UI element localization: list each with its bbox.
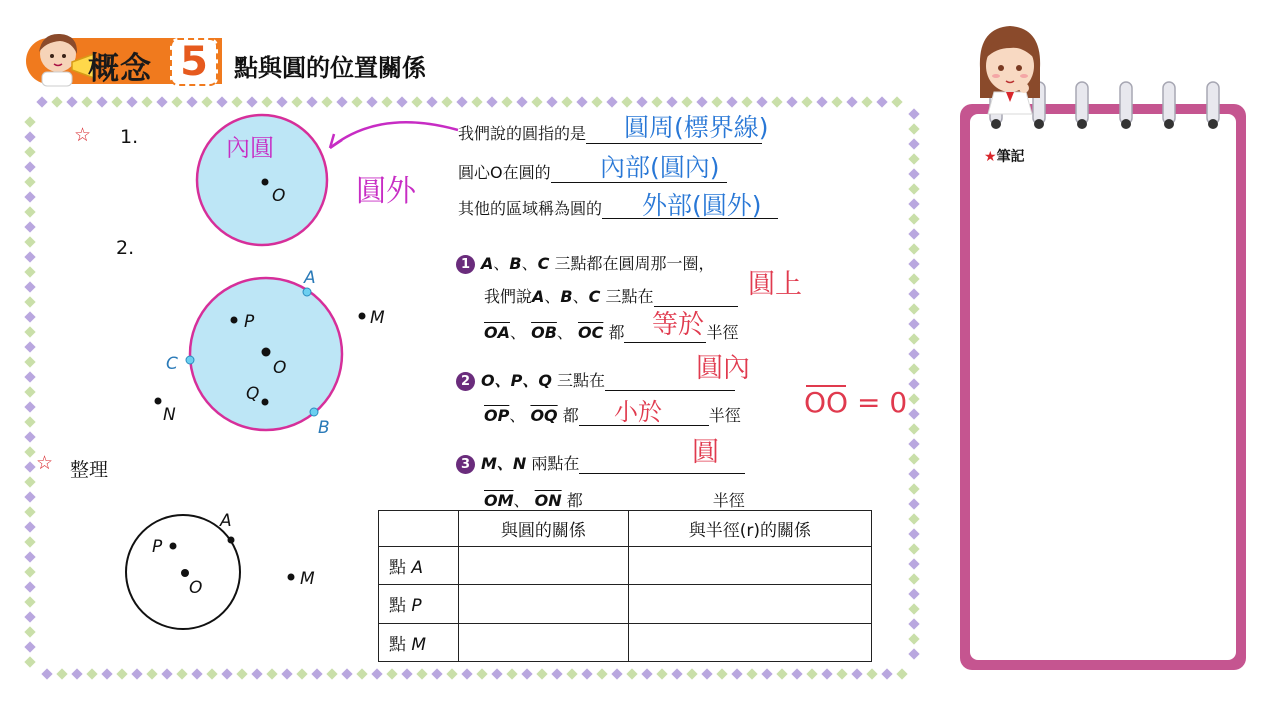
q1-var-a: A [481,254,494,273]
row-label-prefix: 點 [389,596,406,617]
q1-number-badge: 1 [456,255,475,274]
table-header-circle-relation: 與圓的關係 [459,511,629,547]
figure3-label-o: O [189,578,203,598]
definition-line-1-text: 我們說的圓指的是 [458,124,587,143]
q1-line2-prefix: 我們說 [484,287,533,306]
handwriting-outside: 圓外 [356,174,416,209]
ring-hole-icon [1034,119,1044,129]
q1-line1-text: 三點都在圓周那一圈， [554,254,715,273]
q3-line1-answer: 圓 [692,437,719,468]
row-label-prefix: 點 [389,558,406,579]
q2-points: O、P、Q [481,371,552,390]
q1-line3-suffix: 半徑 [706,323,739,342]
ring-hole-icon [1164,119,1174,129]
definition-line-3-answer: 外部(圓外) [642,191,762,220]
ring-hole-icon [1208,119,1218,129]
figure3-label-m: M [300,569,315,589]
ring-icon [1120,82,1132,124]
figure1-label-o: O [272,186,286,206]
mascot-girl-icon [970,18,1050,118]
q1-sep-2: 、 [521,254,538,273]
q2-segment-oq: $\overline{OQ}$ [530,406,558,425]
q1-line2-answer: 圓上 [748,269,802,300]
figure3-label-a: A [220,511,232,531]
row-label-var: A [411,558,424,579]
q3-line2-mid: 都 [566,491,583,510]
item1-star-icon: ☆ [74,124,92,146]
definition-line-2-text: 圓心O在圓的 [458,163,551,182]
figure2-label-p: P [244,312,255,332]
row-label-var: M [411,634,427,655]
q2-number-badge: 2 [456,372,475,391]
notes-title [984,146,1025,166]
q1-var-c: C [537,254,550,273]
q1-line2-var-c: C [588,287,601,306]
q1-line3-answer: 等於 [652,310,705,340]
q3-segment-om: $\overline{OM}$ [484,491,514,510]
concept-label: 概念 [88,51,152,87]
ring-hole-icon [1121,119,1131,129]
definition-line-1-answer: 圓周(標界線) [624,113,769,142]
ring-icon [1163,82,1175,124]
ring-hole-icon [991,119,1001,129]
figure2-label-c: C [166,354,178,374]
definition-line-3-text: 其他的區域稱為圓的 [458,199,603,218]
q2-line2-sep: 、 [509,406,526,425]
q3-line2-sep: 、 [513,491,530,510]
q2-line2-suffix: 半徑 [708,406,741,425]
q1-segment-oc: $\overline{OC}$ [578,323,604,342]
side-note: OO = 0 [804,386,908,419]
figure3-label-p: P [152,537,163,557]
q1-line2-text: 三點在 [605,287,654,306]
q1-segment-oa: $\overline{OA}$ [484,323,510,342]
q3-line1-text: 兩點在 [531,454,580,473]
q1-line3-sep-1: 、 [509,323,526,342]
row-label-prefix: 點 [389,634,406,655]
q2-line2-mid: 都 [562,406,579,425]
q1-var-b: B [509,254,522,273]
figure2-label-o: O [273,358,287,378]
figure2-label-m: M [370,308,385,328]
q1-line3-mid: 都 [608,323,625,342]
q3-segment-on: $\overline{ON}$ [534,491,562,510]
q2-segment-op: $\overline{OP}$ [484,406,510,425]
summary-label: 整理 [70,459,109,481]
q2-line1-answer: 圓內 [696,353,750,384]
notes-star-icon: ★ [984,149,997,165]
ring-icon [1207,82,1219,124]
q3-number-badge: 3 [456,455,475,474]
ring-hole-icon [1077,119,1087,129]
summary-star-icon: ☆ [36,452,54,474]
q1-sep-1: 、 [493,254,510,273]
notes-title-text: 筆記 [996,149,1025,165]
q1-line3-sep-2: 、 [556,323,573,342]
q3-line2-suffix: 半徑 [712,491,745,510]
concept-number: 5 [180,39,208,85]
definition-line-2-answer: 內部(圓內) [600,153,720,182]
q1-line2-sep-1: 、 [544,287,561,306]
item2-label: 2. [116,237,135,259]
item1-label: 1. [120,126,139,148]
figure2-label-b: B [318,418,330,438]
figure2-label-a: A [304,268,316,288]
figure2-label-n: N [163,405,176,425]
row-label-var: P [411,596,422,617]
q1-line2-var-b: B [560,287,573,306]
table-header-radius-relation: 與半徑(r)的關係 [628,511,871,547]
figure2-label-q: Q [246,384,260,404]
q2-line2-answer: 小於 [614,398,662,426]
handwriting-inside: 內圓 [226,134,274,162]
q1-line2-var-a: A [532,287,545,306]
ring-icon [1076,82,1088,124]
q1-line2-sep-2: 、 [572,287,589,306]
q2-line1-text: 三點在 [557,371,606,390]
q3-points: M、N [481,454,527,473]
q1-segment-ob: $\overline{OB}$ [531,323,557,342]
page-title: 點與圓的位置關係 [234,54,426,82]
